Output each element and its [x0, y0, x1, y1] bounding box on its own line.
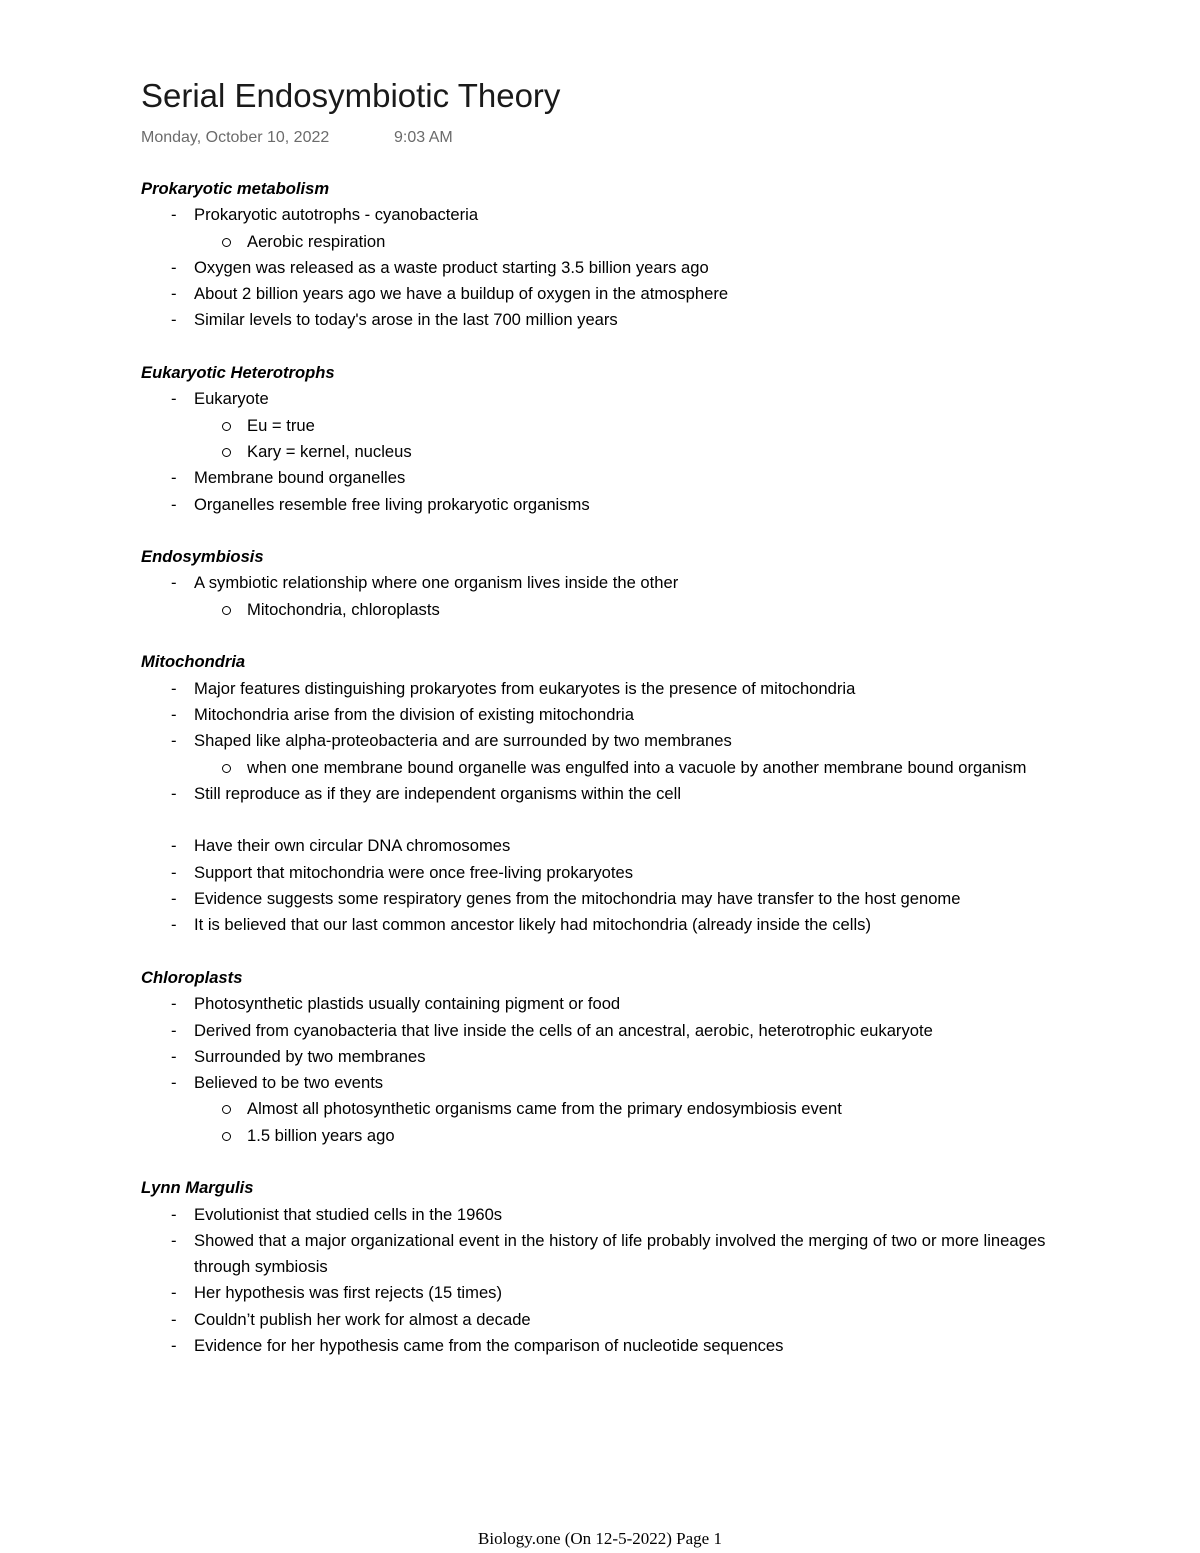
sub-list: [194, 229, 1071, 255]
list-item: [141, 465, 1071, 491]
list-item: [141, 492, 1071, 518]
list-item-text: Prokaryotic autotrophs - cyanobacteria: [194, 205, 479, 225]
circle-bullet-icon: [222, 1105, 231, 1114]
note-section: [141, 176, 1071, 334]
page-time: 9:03 AM: [394, 129, 453, 146]
sub-list: [194, 755, 1071, 781]
dash-bullet-icon: -: [171, 1073, 177, 1093]
blank-line: [141, 807, 1071, 833]
dash-bullet-icon: -: [171, 1204, 177, 1224]
sub-list-item-text: Aerobic respiration: [247, 231, 386, 251]
list-item: [141, 702, 1071, 728]
dash-bullet-icon: -: [171, 284, 177, 304]
note-section: [141, 649, 1071, 938]
dash-bullet-icon: -: [171, 205, 177, 225]
sub-list-item: [141, 413, 1071, 439]
bullet-list: [141, 676, 1071, 939]
sub-list: [194, 413, 1071, 466]
sub-list: [194, 597, 1071, 623]
bullet-list: [141, 386, 1071, 517]
note-section: [141, 965, 1071, 1149]
list-item: [141, 1333, 1071, 1359]
dash-bullet-icon: -: [171, 704, 177, 724]
list-item: [141, 255, 1071, 281]
list-item-text: Oxygen was released as a waste product starting 3.5 billion years ago: [194, 257, 709, 277]
list-item: [141, 912, 1071, 938]
note-section: [141, 360, 1071, 518]
circle-bullet-icon: [222, 764, 231, 773]
dash-bullet-icon: -: [171, 494, 177, 514]
sub-list-item: [141, 1123, 1071, 1149]
list-item: [141, 833, 1071, 859]
circle-bullet-icon: [222, 448, 231, 457]
bullet-list: [141, 570, 1071, 623]
dash-bullet-icon: -: [171, 1336, 177, 1356]
dash-bullet-icon: -: [171, 1020, 177, 1040]
sub-list-item-text: Almost all photosynthetic organisms came from the primary endosymbiosis event: [247, 1099, 842, 1119]
list-item-text: Evolutionist that studied cells in the 1960s: [194, 1204, 503, 1224]
circle-bullet-icon: [222, 238, 231, 247]
sub-list-item-text: Mitochondria, chloroplasts: [247, 599, 440, 619]
dash-bullet-icon: -: [171, 994, 177, 1014]
dash-bullet-icon: -: [171, 862, 177, 882]
list-item-text: A symbiotic relationship where one organism lives inside the other: [194, 573, 679, 593]
list-item: [141, 1307, 1071, 1333]
list-item-text: Photosynthetic plastids usually containing pigment or food: [194, 994, 621, 1014]
list-item: [141, 991, 1071, 1017]
list-item: [141, 1228, 1071, 1281]
dash-bullet-icon: -: [171, 310, 177, 330]
list-item: [141, 1202, 1071, 1228]
dash-bullet-icon: -: [171, 573, 177, 593]
section-heading: Chloroplasts: [141, 967, 243, 987]
list-item-text: Mitochondria arise from the division of existing mitochondria: [194, 704, 634, 724]
sub-list-item: [141, 1096, 1071, 1122]
bullet-list: [141, 991, 1071, 1149]
sub-list-item: [141, 597, 1071, 623]
circle-bullet-icon: [222, 422, 231, 431]
list-item: [141, 860, 1071, 886]
list-item: [141, 1280, 1071, 1306]
list-item-text: Derived from cyanobacteria that live inside the cells of an ancestral, aerobic, heterotrophic eukaryote: [194, 1020, 933, 1040]
page-date: Monday, October 10, 2022: [141, 129, 330, 146]
list-item: [141, 676, 1071, 702]
list-item: [141, 1070, 1071, 1149]
list-item-text: About 2 billion years ago we have a buildup of oxygen in the atmosphere: [194, 284, 729, 304]
list-item: [141, 886, 1071, 912]
list-item: [141, 202, 1071, 255]
section-heading: Prokaryotic metabolism: [141, 179, 330, 198]
sub-list-item-text: Eu = true: [247, 415, 315, 435]
section-heading: Endosymbiosis: [141, 547, 264, 567]
dash-bullet-icon: -: [171, 915, 177, 935]
note-content: [141, 176, 1071, 1386]
section-heading: Lynn Margulis: [141, 1178, 254, 1198]
sub-list-item-text: Kary = kernel, nucleus: [247, 441, 412, 461]
page-footer: Biology.one (On 12-5-2022) Page 1: [478, 1529, 722, 1548]
dash-bullet-icon: -: [171, 836, 177, 856]
note-section: [141, 1175, 1071, 1359]
sub-list-item: [141, 755, 1071, 781]
dash-bullet-icon: -: [171, 783, 177, 803]
dash-bullet-icon: -: [171, 678, 177, 698]
list-item-text: Similar levels to today's arose in the last 700 million years: [194, 310, 618, 330]
list-item-text: Showed that a major organizational event in the history of life probably involved the merging of two or more lineages through symbiosis: [194, 1230, 1046, 1277]
bullet-list: [141, 202, 1071, 333]
list-item-text: Couldn’t publish her work for almost a decade: [194, 1309, 531, 1329]
sub-list-item-text: when one membrane bound organelle was engulfed into a vacuole by another membrane bound organism: [247, 757, 1027, 777]
list-item-text: Evidence for her hypothesis came from the comparison of nucleotide sequences: [194, 1336, 784, 1356]
section-heading: Mitochondria: [141, 652, 246, 672]
list-item-text: Her hypothesis was first rejects (15 times): [194, 1283, 502, 1303]
sub-list-item: [141, 229, 1071, 255]
list-item: [141, 281, 1071, 307]
dash-bullet-icon: -: [171, 389, 177, 409]
list-item-text: Membrane bound organelles: [194, 468, 406, 488]
list-item-text: Major features distinguishing prokaryotes from eukaryotes is the presence of mitochondria: [194, 678, 856, 698]
list-item-text: Have their own circular DNA chromosomes: [194, 836, 511, 856]
list-item-text: It is believed that our last common ancestor likely had mitochondria (already inside the cells): [194, 915, 871, 935]
dash-bullet-icon: -: [171, 1230, 177, 1250]
dash-bullet-icon: -: [171, 1283, 177, 1303]
list-item: [141, 570, 1071, 623]
sub-list-item: [141, 439, 1071, 465]
dash-bullet-icon: -: [171, 257, 177, 277]
list-item-text: Shaped like alpha-proteobacteria and are surrounded by two membranes: [194, 731, 732, 751]
list-item-text: Believed to be two events: [194, 1073, 384, 1093]
sub-list-item-text: 1.5 billion years ago: [247, 1125, 395, 1145]
list-item-text: Eukaryote: [194, 389, 269, 409]
list-item-text: Support that mitochondria were once free-living prokaryotes: [194, 862, 634, 882]
list-item-text: Organelles resemble free living prokaryotic organisms: [194, 494, 590, 514]
list-item-text: Evidence suggests some respiratory genes from the mitochondria may have transfer to the host genome: [194, 889, 961, 909]
dash-bullet-icon: -: [171, 1046, 177, 1066]
list-item-text: Still reproduce as if they are independent organisms within the cell: [194, 783, 682, 803]
list-item: [141, 386, 1071, 465]
list-item: [141, 307, 1071, 333]
list-item: [141, 781, 1071, 807]
list-item-text: Surrounded by two membranes: [194, 1046, 426, 1066]
dash-bullet-icon: -: [171, 1309, 177, 1329]
section-heading: Eukaryotic Heterotrophs: [141, 363, 335, 383]
circle-bullet-icon: [222, 606, 231, 615]
list-item: [141, 1018, 1071, 1044]
dash-bullet-icon: -: [171, 731, 177, 751]
page-title: Serial Endosymbiotic Theory: [141, 77, 561, 114]
note-section: [141, 544, 1071, 623]
circle-bullet-icon: [222, 1132, 231, 1141]
page-meta: [141, 126, 453, 150]
dash-bullet-icon: -: [171, 889, 177, 909]
dash-bullet-icon: -: [171, 468, 177, 488]
bullet-list: [141, 1202, 1071, 1360]
list-item: [141, 728, 1071, 781]
list-item: [141, 1044, 1071, 1070]
sub-list: [194, 1096, 1071, 1149]
